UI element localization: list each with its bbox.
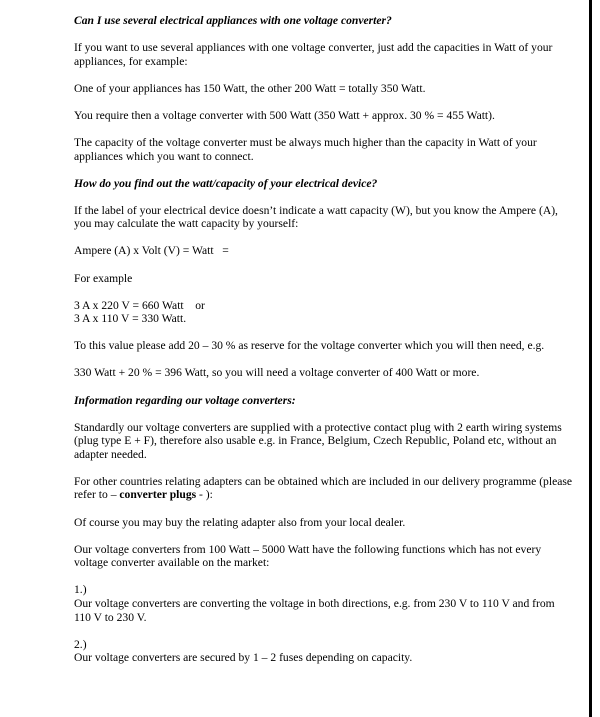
list-item-1-number: 1.) (74, 583, 87, 597)
example-calculations (74, 299, 574, 326)
list-item-2 (74, 638, 574, 665)
example-line-220v: 3 A x 220 V = 660 Watt or (74, 298, 205, 312)
other-countries-text-end: - ): (196, 488, 213, 502)
paragraph-add-capacities: If you want to use several appliances with one voltage converter, just add the capacities in Watt of your appliances, for example: (74, 41, 553, 68)
other-countries-text-start: For other countries relating adapters can be obtained which are included in our delivery programme (please refer to – (74, 474, 573, 502)
document-body (74, 14, 574, 678)
paragraph-example-appliances: One of your appliances has 150 Watt, the other 200 Watt = totally 350 Watt. (74, 81, 426, 95)
paragraph-other-countries (74, 475, 574, 502)
formula-text: Ampere (A) x Volt (V) = Watt = (74, 244, 229, 258)
heading-find-watt: How do you find out the watt/capacity of your electrical device? (74, 176, 378, 190)
heading-several-appliances: Can I use several electrical appliances with one voltage converter? (74, 14, 392, 27)
paragraph-require-converter: You require then a voltage converter with 500 Watt (350 Watt + approx. 30 % = 455 Watt). (74, 108, 495, 122)
example-line-110v: 3 A x 110 V = 330 Watt. (74, 312, 187, 326)
paragraph-reserve: To this value please add 20 – 30 % as reserve for the voltage converter which you will then need, e.g. (74, 339, 545, 353)
list-item-2-number: 2.) (74, 637, 87, 651)
heading-information-converters: Information regarding our voltage converters: (74, 393, 296, 407)
example-label: For example (74, 271, 133, 285)
list-item-1 (74, 583, 574, 624)
paragraph-functions: Our voltage converters from 100 Watt – 5000 Watt have the following functions which has not every voltage converter available on the market: (74, 542, 542, 570)
paragraph-result-400w: 330 Watt + 20 % = 396 Watt, so you will need a voltage converter of 400 Watt or more. (74, 366, 480, 380)
paragraph-capacity-higher: The capacity of the voltage converter must be always much higher than the capacity in Watt of your appliances which you want to connect. (74, 135, 537, 163)
converter-plugs-reference: converter plugs (119, 488, 197, 502)
paragraph-local-dealer: Of course you may buy the relating adapter also from your local dealer. (74, 515, 406, 529)
paragraph-label-ampere: If the label of your electrical device doesn’t indicate a watt capacity (W), but you know the Ampere (A), you may calculate the watt capacity by yourself: (74, 203, 558, 231)
list-item-2-text: Our voltage converters are secured by 1 – 2 fuses depending on capacity. (74, 651, 413, 665)
list-item-1-text: Our voltage converters are converting the voltage in both directions, e.g. from 230 V to 110 V and from 110 V to 230 V. (74, 596, 555, 624)
paragraph-standard-plug: Standardly our voltage converters are supplied with a protective contact plug with 2 earth wiring systems (plug type E + F), therefore also usable e.g. in France, Belgium, Czech Republic, Poland etc, without an adapter needed. (74, 420, 562, 461)
